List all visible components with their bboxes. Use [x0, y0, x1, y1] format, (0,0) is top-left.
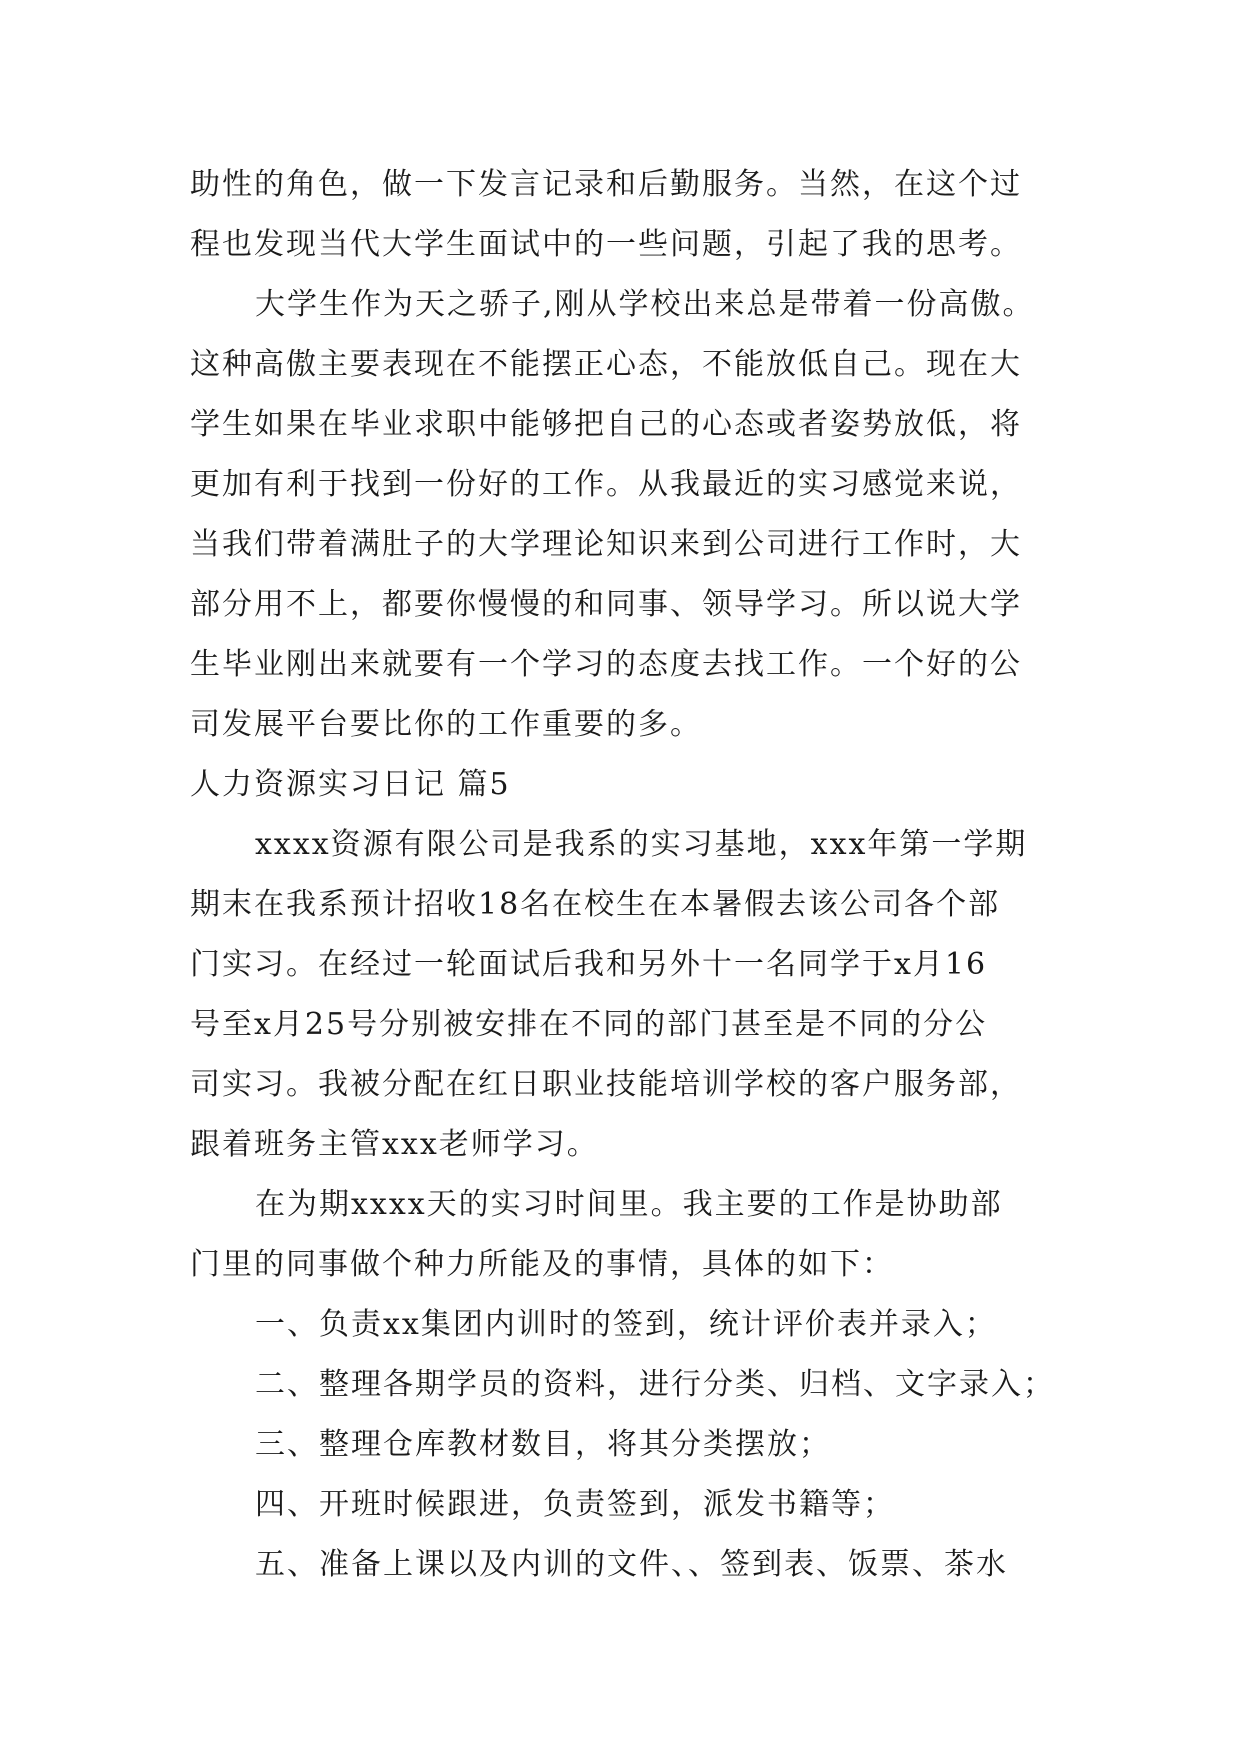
text-line: 号至x月25号分别被安排在不同的部门甚至是不同的分公	[190, 1007, 988, 1042]
list-item: 四、开班时候跟进，负责签到，派发书籍等；	[255, 1487, 895, 1522]
text-line: 门实习。在经过一轮面试后我和另外十一名同学于x月16	[190, 947, 988, 982]
text-line: 生毕业刚出来就要有一个学习的态度去找工作。一个好的公	[190, 647, 1022, 682]
text-line: 这种高傲主要表现在不能摆正心态，不能放低自己。现在大	[190, 347, 1022, 382]
text-line: 门里的同事做个种力所能及的事情，具体的如下：	[190, 1247, 894, 1282]
text-line: 学生如果在毕业求职中能够把自己的心态或者姿势放低，将	[190, 407, 1022, 442]
text-line: 更加有利于找到一份好的工作。从我最近的实习感觉来说，	[190, 467, 1022, 502]
text-line: 司实习。我被分配在红日职业技能培训学校的客户服务部，	[190, 1067, 1022, 1102]
list-item: 五、准备上课以及内训的文件、、签到表、饭票、茶水	[255, 1547, 1008, 1582]
paragraph-start-line: xxxx资源有限公司是我系的实习基地，xxx年第一学期	[255, 827, 1028, 862]
list-item: 一、负责xx集团内训时的签到，统计评价表并录入；	[255, 1307, 997, 1342]
text-line: 司发展平台要比你的工作重要的多。	[190, 707, 702, 742]
text-line: 当我们带着满肚子的大学理论知识来到公司进行工作时，大	[190, 527, 1022, 562]
text-line: 跟着班务主管xxx老师学习。	[190, 1127, 599, 1162]
list-item: 二、整理各期学员的资料，进行分类、归档、文字录入；	[255, 1367, 1055, 1402]
section-heading: 人力资源实习日记 篇5	[190, 767, 511, 802]
paragraph-start-line: 在为期xxxx天的实习时间里。我主要的工作是协助部	[255, 1187, 1003, 1222]
list-item: 三、整理仓库教材数目，将其分类摆放；	[255, 1427, 831, 1462]
text-line: 部分用不上，都要你慢慢的和同事、领导学习。所以说大学	[190, 587, 1022, 622]
text-line: 助性的角色，做一下发言记录和后勤服务。当然，在这个过	[190, 167, 1022, 202]
text-line: 程也发现当代大学生面试中的一些问题，引起了我的思考。	[190, 227, 1022, 262]
text-line: 期末在我系预计招收18名在校生在本暑假去该公司各个部	[190, 887, 1001, 922]
paragraph-start-line: 大学生作为天之骄子,刚从学校出来总是带着一份高傲。	[255, 287, 1035, 322]
